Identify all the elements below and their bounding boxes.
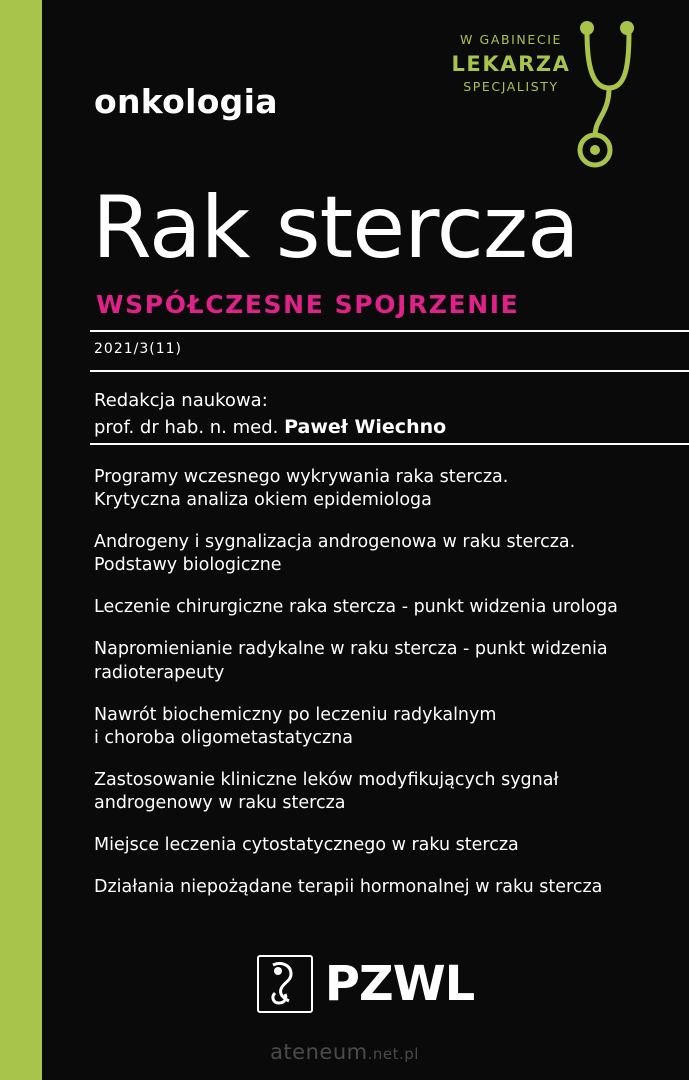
- divider-bottom: [90, 443, 689, 445]
- cover-page: [42, 0, 689, 1080]
- series-badge-line-3: SPECJALISTY: [463, 78, 559, 94]
- editor-label: Redakcja naukowa:: [94, 390, 268, 411]
- contents-item: Miejsce leczenia cytostatycznego w raku stercza: [94, 835, 519, 856]
- stethoscope-icon: [569, 18, 671, 176]
- contents-item: Działania niepożądane terapii hormonalnej w raku stercza: [94, 877, 603, 898]
- contents-item: Nawrót biochemiczny po leczeniu radykalnym i choroba oligometastatyczna: [94, 704, 497, 748]
- contents-item: Napromienianie radykalne w raku stercza - punkt widzenia radioterapeuty: [94, 639, 608, 683]
- series-badge: [441, 18, 671, 178]
- editor-block: [94, 388, 446, 441]
- series-badge-line-2: LEKARZA: [451, 51, 571, 76]
- contents-item: Leczenie chirurgiczne raka stercza - punkt widzenia urologa: [94, 597, 618, 618]
- watermark: [0, 1040, 689, 1064]
- issue-number: 2021/3(11): [94, 341, 182, 357]
- pzwl-emblem-icon: [257, 955, 313, 1013]
- series-badge-text: [441, 32, 581, 96]
- cover-spine-stripe: [0, 0, 42, 1080]
- divider-middle: [90, 370, 689, 372]
- contents-item: Zastosowanie kliniczne leków modyfikujących sygnał androgenowy w raku stercza: [94, 769, 559, 813]
- editor-name-line: [94, 414, 446, 441]
- watermark-suffix: .net.pl: [367, 1045, 419, 1063]
- publisher-name: PZWL: [324, 956, 475, 1012]
- series-badge-line-1: W GABINECIE: [460, 32, 562, 47]
- editor-title-prefix: prof. dr hab. n. med.: [94, 416, 285, 438]
- editor-name: Paweł Wiechno: [284, 415, 447, 438]
- contents-item: Androgeny i sygnalizacja androgenowa w raku stercza. Podstawy biologiczne: [94, 532, 576, 576]
- divider-top: [90, 330, 689, 332]
- book-subtitle: WSPÓŁCZESNE SPOJRZENIE: [96, 290, 520, 319]
- contents-item: Programy wczesnego wykrywania raka stercza. Krytyczna analiza okiem epidemiologa: [94, 467, 509, 511]
- series-name: onkologia: [94, 82, 278, 121]
- contents-list: [94, 466, 674, 918]
- watermark-main: ateneum: [270, 1040, 368, 1064]
- book-title: Rak stercza: [92, 178, 579, 278]
- publisher-logo: [42, 955, 689, 1013]
